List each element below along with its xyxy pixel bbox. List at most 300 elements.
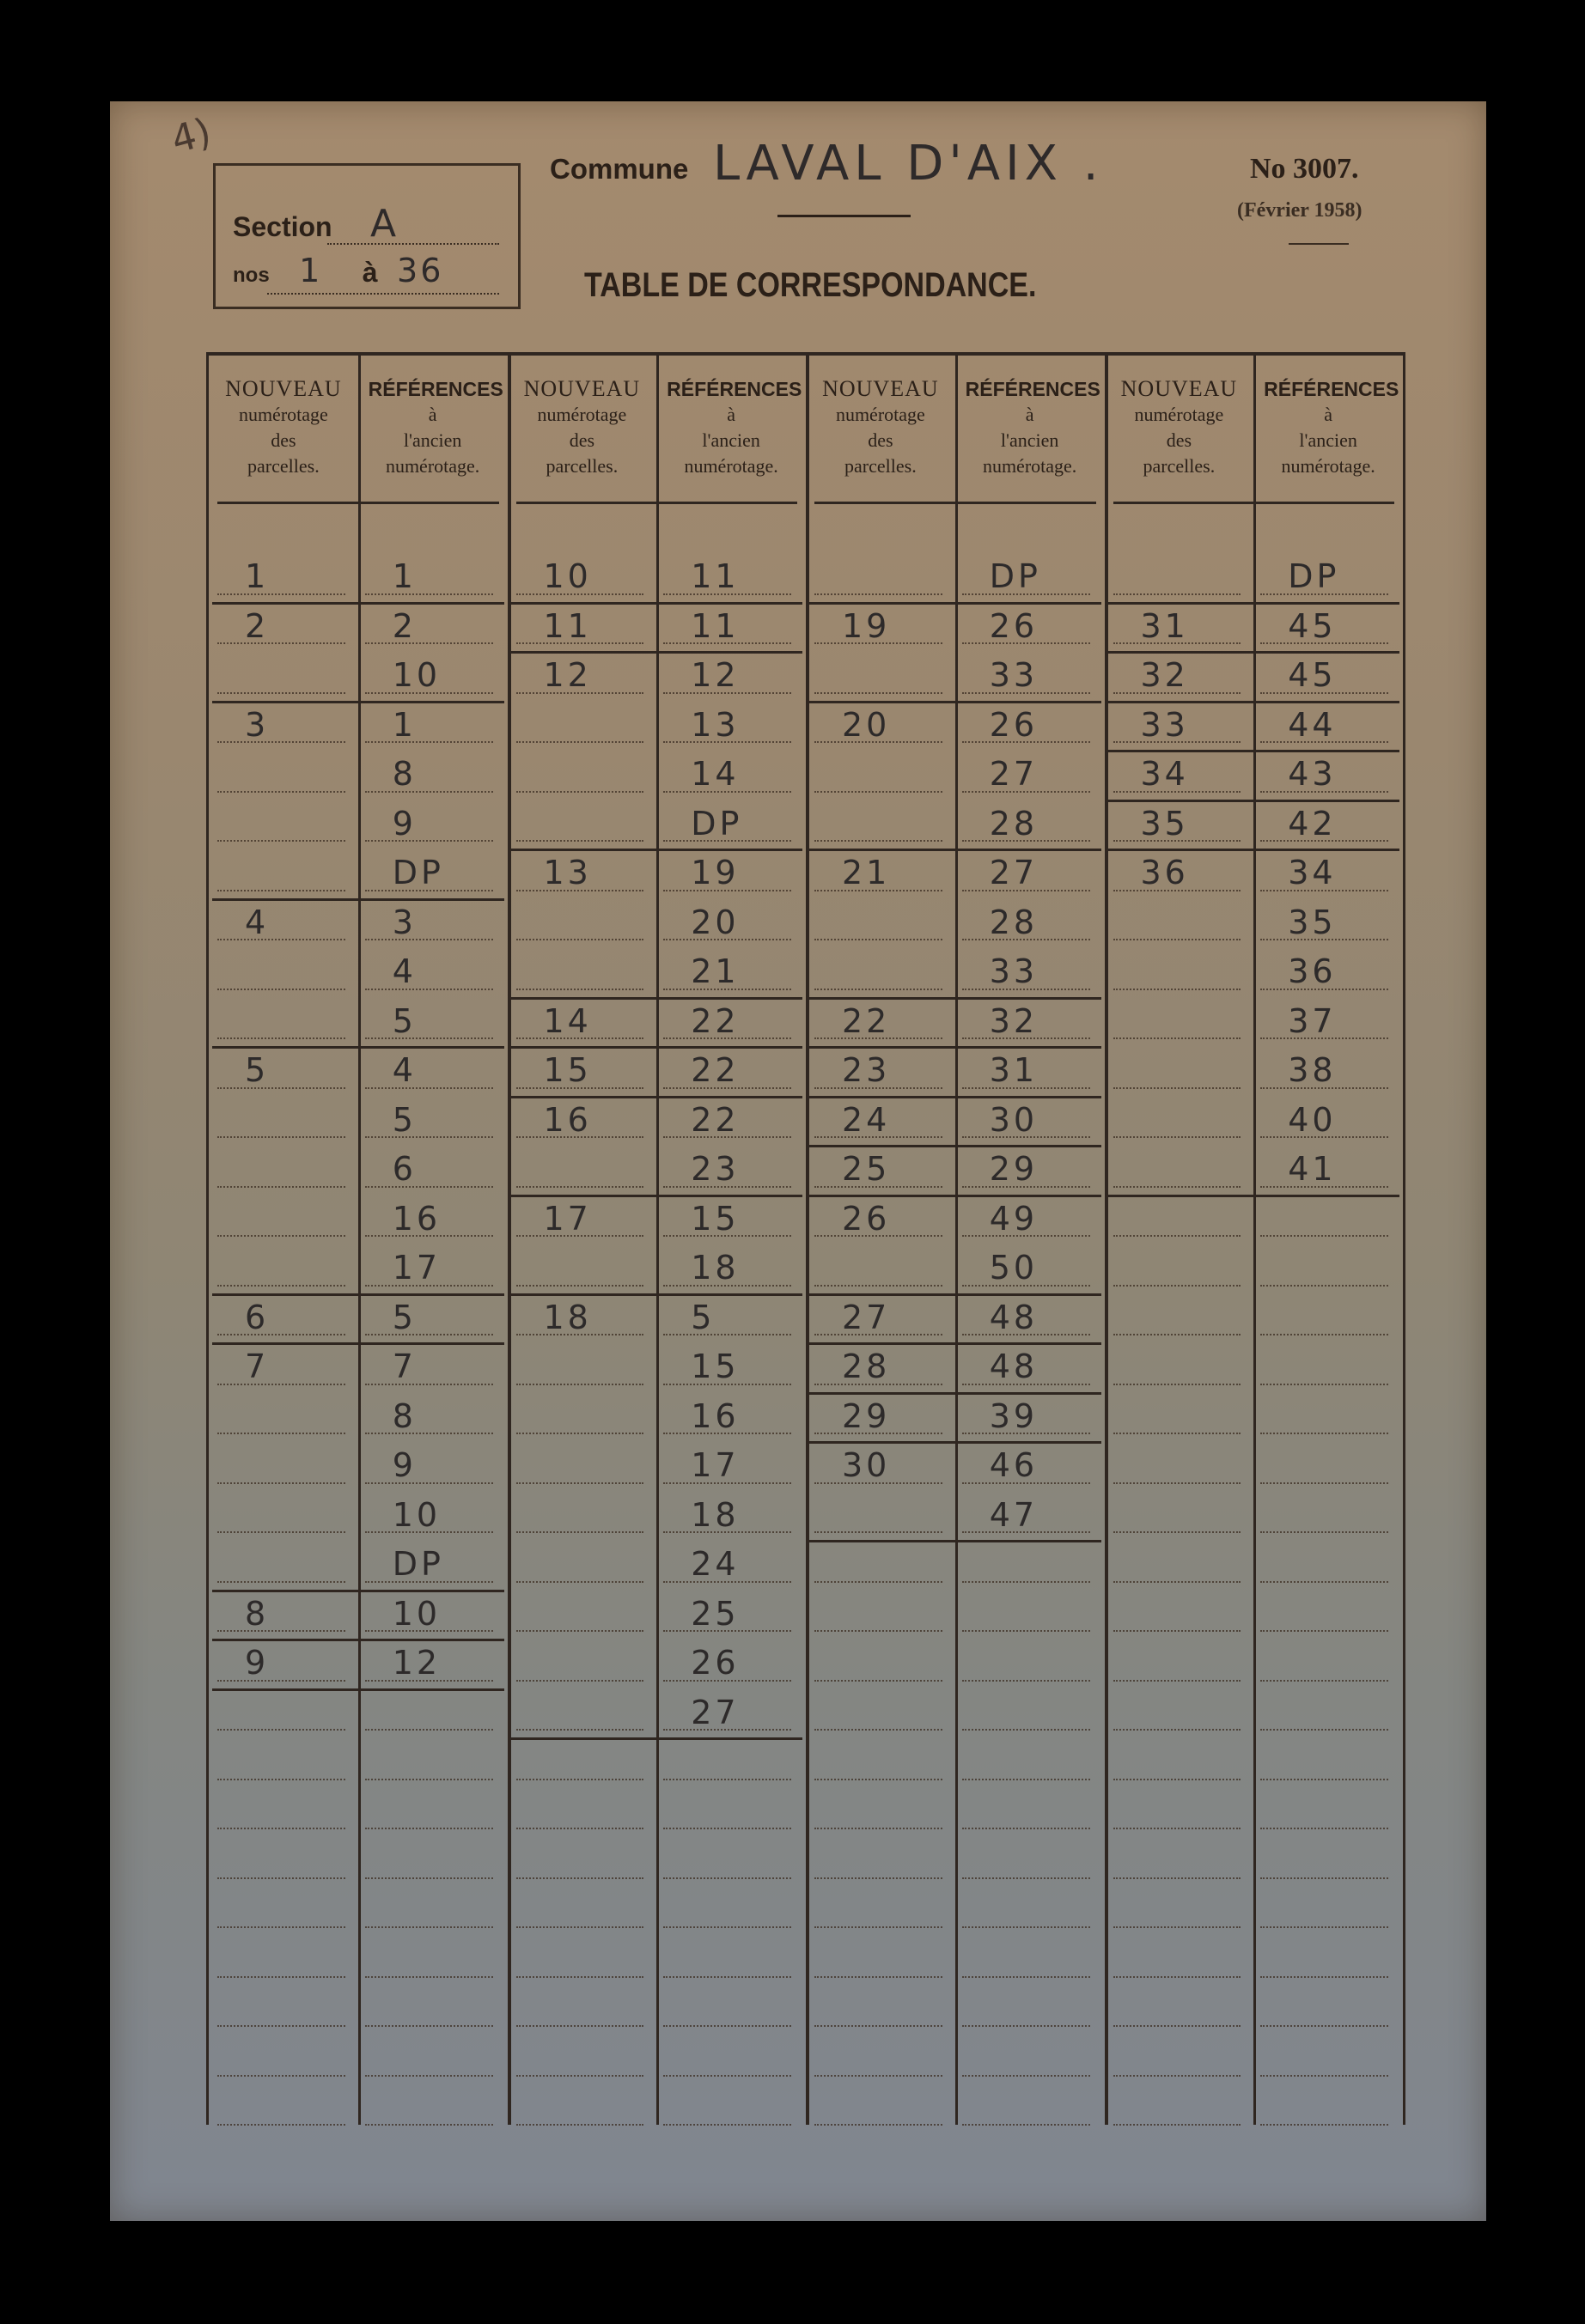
new-parcel-number: 10 [543,557,592,595]
old-reference: 44 [1288,705,1337,744]
dotted-rule [365,1433,493,1434]
header-references [368,376,503,479]
old-reference: 34 [1288,854,1337,891]
header-nouveau-line: des [569,429,595,451]
header-references-line: numérotage. [982,455,1077,477]
header-references-line: à [428,404,437,425]
dotted-rule [516,1976,644,1978]
dotted-rule [365,1482,493,1484]
dotted-rule [663,1828,791,1829]
header-references-line: RÉFÉRENCES [667,378,802,400]
old-reference: 41 [1288,1150,1337,1188]
new-parcel-number: 6 [245,1298,270,1336]
header-references-line: RÉFÉRENCES [965,378,1100,400]
dotted-rule [516,1680,644,1682]
old-reference: 48 [989,1298,1039,1336]
dotted-rule [516,1828,644,1829]
dotted-rule [962,1926,1090,1928]
dotted-rule [1260,1779,1388,1780]
dotted-rule [217,1087,345,1089]
new-parcel-number: 15 [543,1051,592,1089]
header-references-line: à [1324,404,1332,425]
dotted-rule [663,1926,791,1928]
dotted-rule [1113,1976,1241,1978]
dotted-rule [217,1482,345,1484]
dotted-rule [516,1779,644,1780]
dotted-rule [217,1433,345,1434]
old-reference: DP [392,854,444,891]
dotted-rule [1113,1877,1241,1879]
dotted-rule [516,1531,644,1533]
entry-separator [511,1046,803,1049]
dotted-rule [663,1877,791,1879]
old-reference: 43 [1288,755,1337,793]
dotted-rule [365,2075,493,2077]
dotted-rule [365,1087,493,1089]
dotted-rule [814,2025,942,2027]
old-reference: 27 [989,755,1039,793]
document-number: No 3007. [1250,153,1359,185]
dotted-rule [1113,1334,1241,1335]
old-reference: 17 [392,1249,442,1287]
dotted-rule [516,840,644,842]
dotted-rule [1260,1482,1388,1484]
dotted-rule [217,840,345,842]
margin-mark: 4) [167,110,216,162]
new-parcel-number: 20 [842,705,891,744]
header-references-line: l'ancien [702,429,760,451]
dotted-rule [516,2025,644,2027]
dotted-rule [1260,1630,1388,1632]
dotted-rule [1260,1877,1388,1879]
dotted-rule [217,642,345,644]
entry-separator [212,1688,504,1691]
header-nouveau-line: parcelles. [844,455,917,477]
header-references-line: numérotage. [1281,455,1375,477]
dotted-rule [217,1384,345,1385]
dotted-rule [217,1285,345,1287]
dotted-rule [814,2075,942,2077]
dotted-rule [217,1926,345,1928]
old-reference: 26 [691,1644,740,1682]
new-parcel-number: 17 [543,1199,592,1238]
dotted-rule [1113,1680,1241,1682]
dotted-rule [814,791,942,793]
header-nouveau-line: NOUVEAU [1120,376,1238,401]
old-reference: 27 [691,1693,740,1731]
dotted-rule [1260,1334,1388,1335]
dotted-rule [1260,1235,1388,1237]
entry-separator [511,1195,803,1197]
document-date: (Février 1958) [1237,199,1362,222]
entry-separator [511,602,803,605]
entry-separator [809,701,1101,703]
header-nouveau-line: numérotage [1134,404,1224,425]
dotted-rule [1260,2025,1388,2027]
dotted-rule [1260,1828,1388,1829]
entry-separator [1108,651,1400,654]
old-reference: 32 [989,1001,1039,1040]
old-reference: 16 [392,1199,442,1238]
range-to: 36 [397,252,444,289]
old-reference: 28 [989,903,1039,941]
entry-separator [212,1342,504,1345]
entry-separator [1108,849,1400,851]
entry-separator [1108,750,1400,752]
dotted-rule [217,593,345,595]
old-reference: 15 [691,1348,740,1385]
dotted-rule [217,2025,345,2027]
header-nouveau-line: NOUVEAU [523,376,641,401]
new-parcel-number: 26 [842,1199,891,1238]
old-reference: 46 [989,1446,1039,1484]
dotted-rule [663,1976,791,1978]
new-parcel-number: 23 [842,1051,891,1089]
old-reference: 9 [392,804,417,843]
dotted-rule [1113,2124,1241,2126]
old-reference: 4 [392,952,417,990]
dotted-rule [1113,2025,1241,2027]
dotted-rule [217,1630,345,1632]
dotted-rule [217,1531,345,1533]
dotted-rule [663,2075,791,2077]
old-reference: 27 [989,854,1039,891]
section-value: A [370,202,399,246]
old-reference: 45 [1288,606,1337,645]
dotted-rule [814,1926,942,1928]
dotted-rule [365,1136,493,1138]
dotted-rule [814,1729,942,1731]
dotted-rule [217,1729,345,1731]
dotted-rule [217,1235,345,1237]
old-reference: 48 [989,1348,1039,1385]
old-reference: 5 [392,1298,417,1336]
header-nouveau-line: numérotage [835,404,925,425]
new-parcel-number: 25 [842,1150,891,1188]
header-references [965,376,1100,479]
header-nouveau-line: des [868,429,893,451]
section-label: Section [233,211,332,242]
old-reference: 18 [691,1249,740,1287]
header-nouveau [219,376,348,479]
dotted-rule [365,642,493,644]
dotted-rule [1260,1581,1388,1583]
dotted-rule [814,1285,942,1287]
dotted-rule [962,1630,1090,1632]
dotted-rule [365,791,493,793]
dotted-rule [962,2124,1090,2126]
column-rule [508,356,511,2125]
dotted-rule [516,1729,644,1731]
dotted-rule [217,1877,345,1879]
entry-separator [212,602,504,605]
dotted-rule [217,1037,345,1039]
dotted-rule [365,1186,493,1188]
dotted-rule [365,1877,493,1879]
dotted-rule [516,791,644,793]
entry-separator [809,1145,1101,1147]
section-dotted-line [327,243,499,245]
dotted-rule [814,692,942,694]
old-reference: 26 [989,606,1039,645]
dotted-rule [516,1877,644,1879]
old-reference: 22 [691,1100,740,1139]
correspondence-table [206,352,1405,2125]
dotted-rule [962,1779,1090,1780]
dotted-rule [1113,1779,1241,1780]
dotted-rule [1113,1729,1241,1731]
old-reference: 5 [392,1100,417,1139]
old-reference: 22 [691,1001,740,1040]
entry-separator [511,849,803,851]
new-parcel-number: 34 [1140,755,1189,793]
dotted-rule [516,2124,644,2126]
old-reference: DP [989,557,1041,595]
range-a-label: à [362,257,378,288]
dotted-rule [1113,1482,1241,1484]
old-reference: 5 [392,1001,417,1040]
old-reference: 19 [691,854,740,891]
old-reference: 6 [392,1150,417,1188]
new-parcel-number: 28 [842,1348,891,1385]
new-parcel-number: 2 [245,606,270,645]
entry-separator [511,1737,803,1740]
old-reference: 28 [989,804,1039,843]
header-nouveau-line: numérotage [238,404,328,425]
dotted-rule [962,1877,1090,1879]
header-rule [217,502,499,504]
old-reference: 18 [691,1495,740,1534]
header-references-line: numérotage. [385,455,480,477]
dotted-rule [217,989,345,990]
dotted-rule [814,1581,942,1583]
dotted-rule [516,1433,644,1434]
column-rule [955,356,958,2125]
dotted-rule [217,741,345,743]
entry-separator [212,1293,504,1296]
header-references-line: RÉFÉRENCES [368,378,503,400]
entry-separator [1108,701,1400,703]
dotted-rule [516,989,644,990]
dotted-rule [1260,2075,1388,2077]
dotted-rule [516,1186,644,1188]
old-reference: 12 [392,1644,442,1682]
dotted-rule [217,1334,345,1335]
old-reference: 14 [691,755,740,793]
new-parcel-number: 31 [1140,606,1189,645]
new-parcel-number: 16 [543,1100,592,1139]
header-references-line: l'ancien [1000,429,1059,451]
old-reference: 10 [392,1594,442,1633]
dotted-rule [217,939,345,940]
dotted-rule [1260,1926,1388,1928]
dotted-rule [1113,1828,1241,1829]
old-reference: 16 [691,1396,740,1435]
dotted-rule [814,593,942,595]
dotted-rule [217,2124,345,2126]
old-reference: 1 [392,705,417,744]
entry-separator [809,1342,1101,1345]
header-references-line: l'ancien [1299,429,1357,451]
dotted-rule [217,2075,345,2077]
dotted-rule [663,1334,791,1335]
new-parcel-number: 19 [842,606,891,645]
new-parcel-number: 36 [1140,854,1189,891]
dotted-rule [1113,1037,1241,1039]
old-reference: 42 [1288,804,1337,843]
dotted-rule [814,1828,942,1829]
header-rule [1113,502,1395,504]
dotted-rule [217,1680,345,1682]
new-parcel-number: 11 [543,606,592,645]
header-references [667,376,802,479]
old-reference: 12 [691,656,740,694]
new-parcel-number: 13 [543,854,592,891]
old-reference: 8 [392,1396,417,1435]
dotted-rule [814,1779,942,1780]
old-reference: 20 [691,903,740,941]
dotted-rule [365,2124,493,2126]
dotted-rule [1113,1581,1241,1583]
header-nouveau-line: des [271,429,296,451]
old-reference: 17 [691,1446,740,1484]
header-references-line: à [727,404,735,425]
old-reference: 40 [1288,1100,1337,1139]
entry-separator [511,1293,803,1296]
new-parcel-number: 18 [543,1298,592,1336]
entry-separator [1108,800,1400,802]
new-parcel-number: 1 [245,557,270,595]
header-references [1264,376,1399,479]
dotted-rule [365,1384,493,1385]
old-reference: 10 [392,656,442,694]
dotted-rule [365,1037,493,1039]
new-parcel-number: 9 [245,1644,270,1682]
column-rule [806,356,809,2125]
dotted-rule [1260,1285,1388,1287]
commune-label: Commune [550,153,689,185]
header-rule [516,502,798,504]
dotted-rule [814,989,942,990]
old-reference: 38 [1288,1051,1337,1089]
header-nouveau-line: NOUVEAU [822,376,939,401]
old-reference: 3 [392,903,417,941]
entry-separator [212,701,504,703]
dotted-rule [516,2075,644,2077]
table-title: TABLE DE CORRESPONDANCE. [584,266,1037,304]
dotted-rule [365,1729,493,1731]
range-from: 1 [299,252,323,289]
dotted-rule [814,840,942,842]
range-dotted-line [267,293,499,295]
old-reference: 7 [392,1348,417,1385]
new-parcel-number: 24 [842,1100,891,1139]
column-rule [656,356,659,2125]
old-reference: 15 [691,1199,740,1238]
old-reference: 37 [1288,1001,1337,1040]
old-reference: 5 [691,1298,716,1336]
new-parcel-number: 4 [245,903,270,941]
entry-separator [212,1590,504,1592]
dotted-rule [516,1581,644,1583]
old-reference: 24 [691,1545,740,1583]
dotted-rule [962,2075,1090,2077]
dotted-rule [516,1285,644,1287]
old-reference: 30 [989,1100,1039,1139]
old-reference: 33 [989,656,1039,694]
old-reference: 50 [989,1249,1039,1287]
old-reference: 21 [691,952,740,990]
dotted-rule [1113,1531,1241,1533]
new-parcel-number: 7 [245,1348,270,1385]
header-nouveau-line: parcelles. [247,455,320,477]
entry-separator [809,602,1101,605]
new-parcel-number: 33 [1140,705,1189,744]
nos-label: nos [233,264,270,287]
dotted-rule [814,1630,942,1632]
dotted-rule [1260,2124,1388,2126]
entry-separator [809,1096,1101,1098]
entry-separator [809,997,1101,1000]
column-rule [358,356,361,2125]
dotted-rule [1260,1531,1388,1533]
new-parcel-number: 14 [543,1001,592,1040]
dotted-rule [1113,1433,1241,1434]
dotted-rule [663,1779,791,1780]
entry-separator [212,898,504,901]
dotted-rule [365,1779,493,1780]
dotted-rule [962,1581,1090,1583]
dotted-rule [1113,1087,1241,1089]
old-reference: DP [691,804,743,843]
entry-separator [809,1293,1101,1296]
dotted-rule [814,939,942,940]
dotted-rule [217,1779,345,1780]
new-parcel-number: 3 [245,705,270,744]
old-reference: 25 [691,1594,740,1633]
dotted-rule [365,2025,493,2027]
section-box [213,163,521,309]
dotted-rule [814,1531,942,1533]
dotted-rule [1113,1630,1241,1632]
dotted-rule [365,939,493,940]
entry-separator [1108,602,1400,605]
new-parcel-number: 30 [842,1446,891,1484]
header-references-line: RÉFÉRENCES [1264,378,1399,400]
dotted-rule [365,1334,493,1335]
dotted-rule [516,1384,644,1385]
new-parcel-number: 35 [1140,804,1189,843]
dotted-rule [1113,2075,1241,2077]
header-rule [814,502,1096,504]
entry-separator [212,1639,504,1641]
dotted-rule [814,1877,942,1879]
dotted-rule [365,989,493,990]
column-rule [1105,356,1108,2125]
old-reference: 10 [392,1495,442,1534]
entry-separator [511,1096,803,1098]
new-parcel-number: 22 [842,1001,891,1040]
old-reference: 36 [1288,952,1337,990]
date-rule [1289,243,1349,245]
header-nouveau-line: NOUVEAU [225,376,342,401]
old-reference: DP [392,1545,444,1583]
dotted-rule [365,1926,493,1928]
entry-separator [809,1392,1101,1395]
dotted-rule [1113,1136,1241,1138]
commune-value: LAVAL D'AIX . [713,136,1104,192]
entry-separator [809,1046,1101,1049]
